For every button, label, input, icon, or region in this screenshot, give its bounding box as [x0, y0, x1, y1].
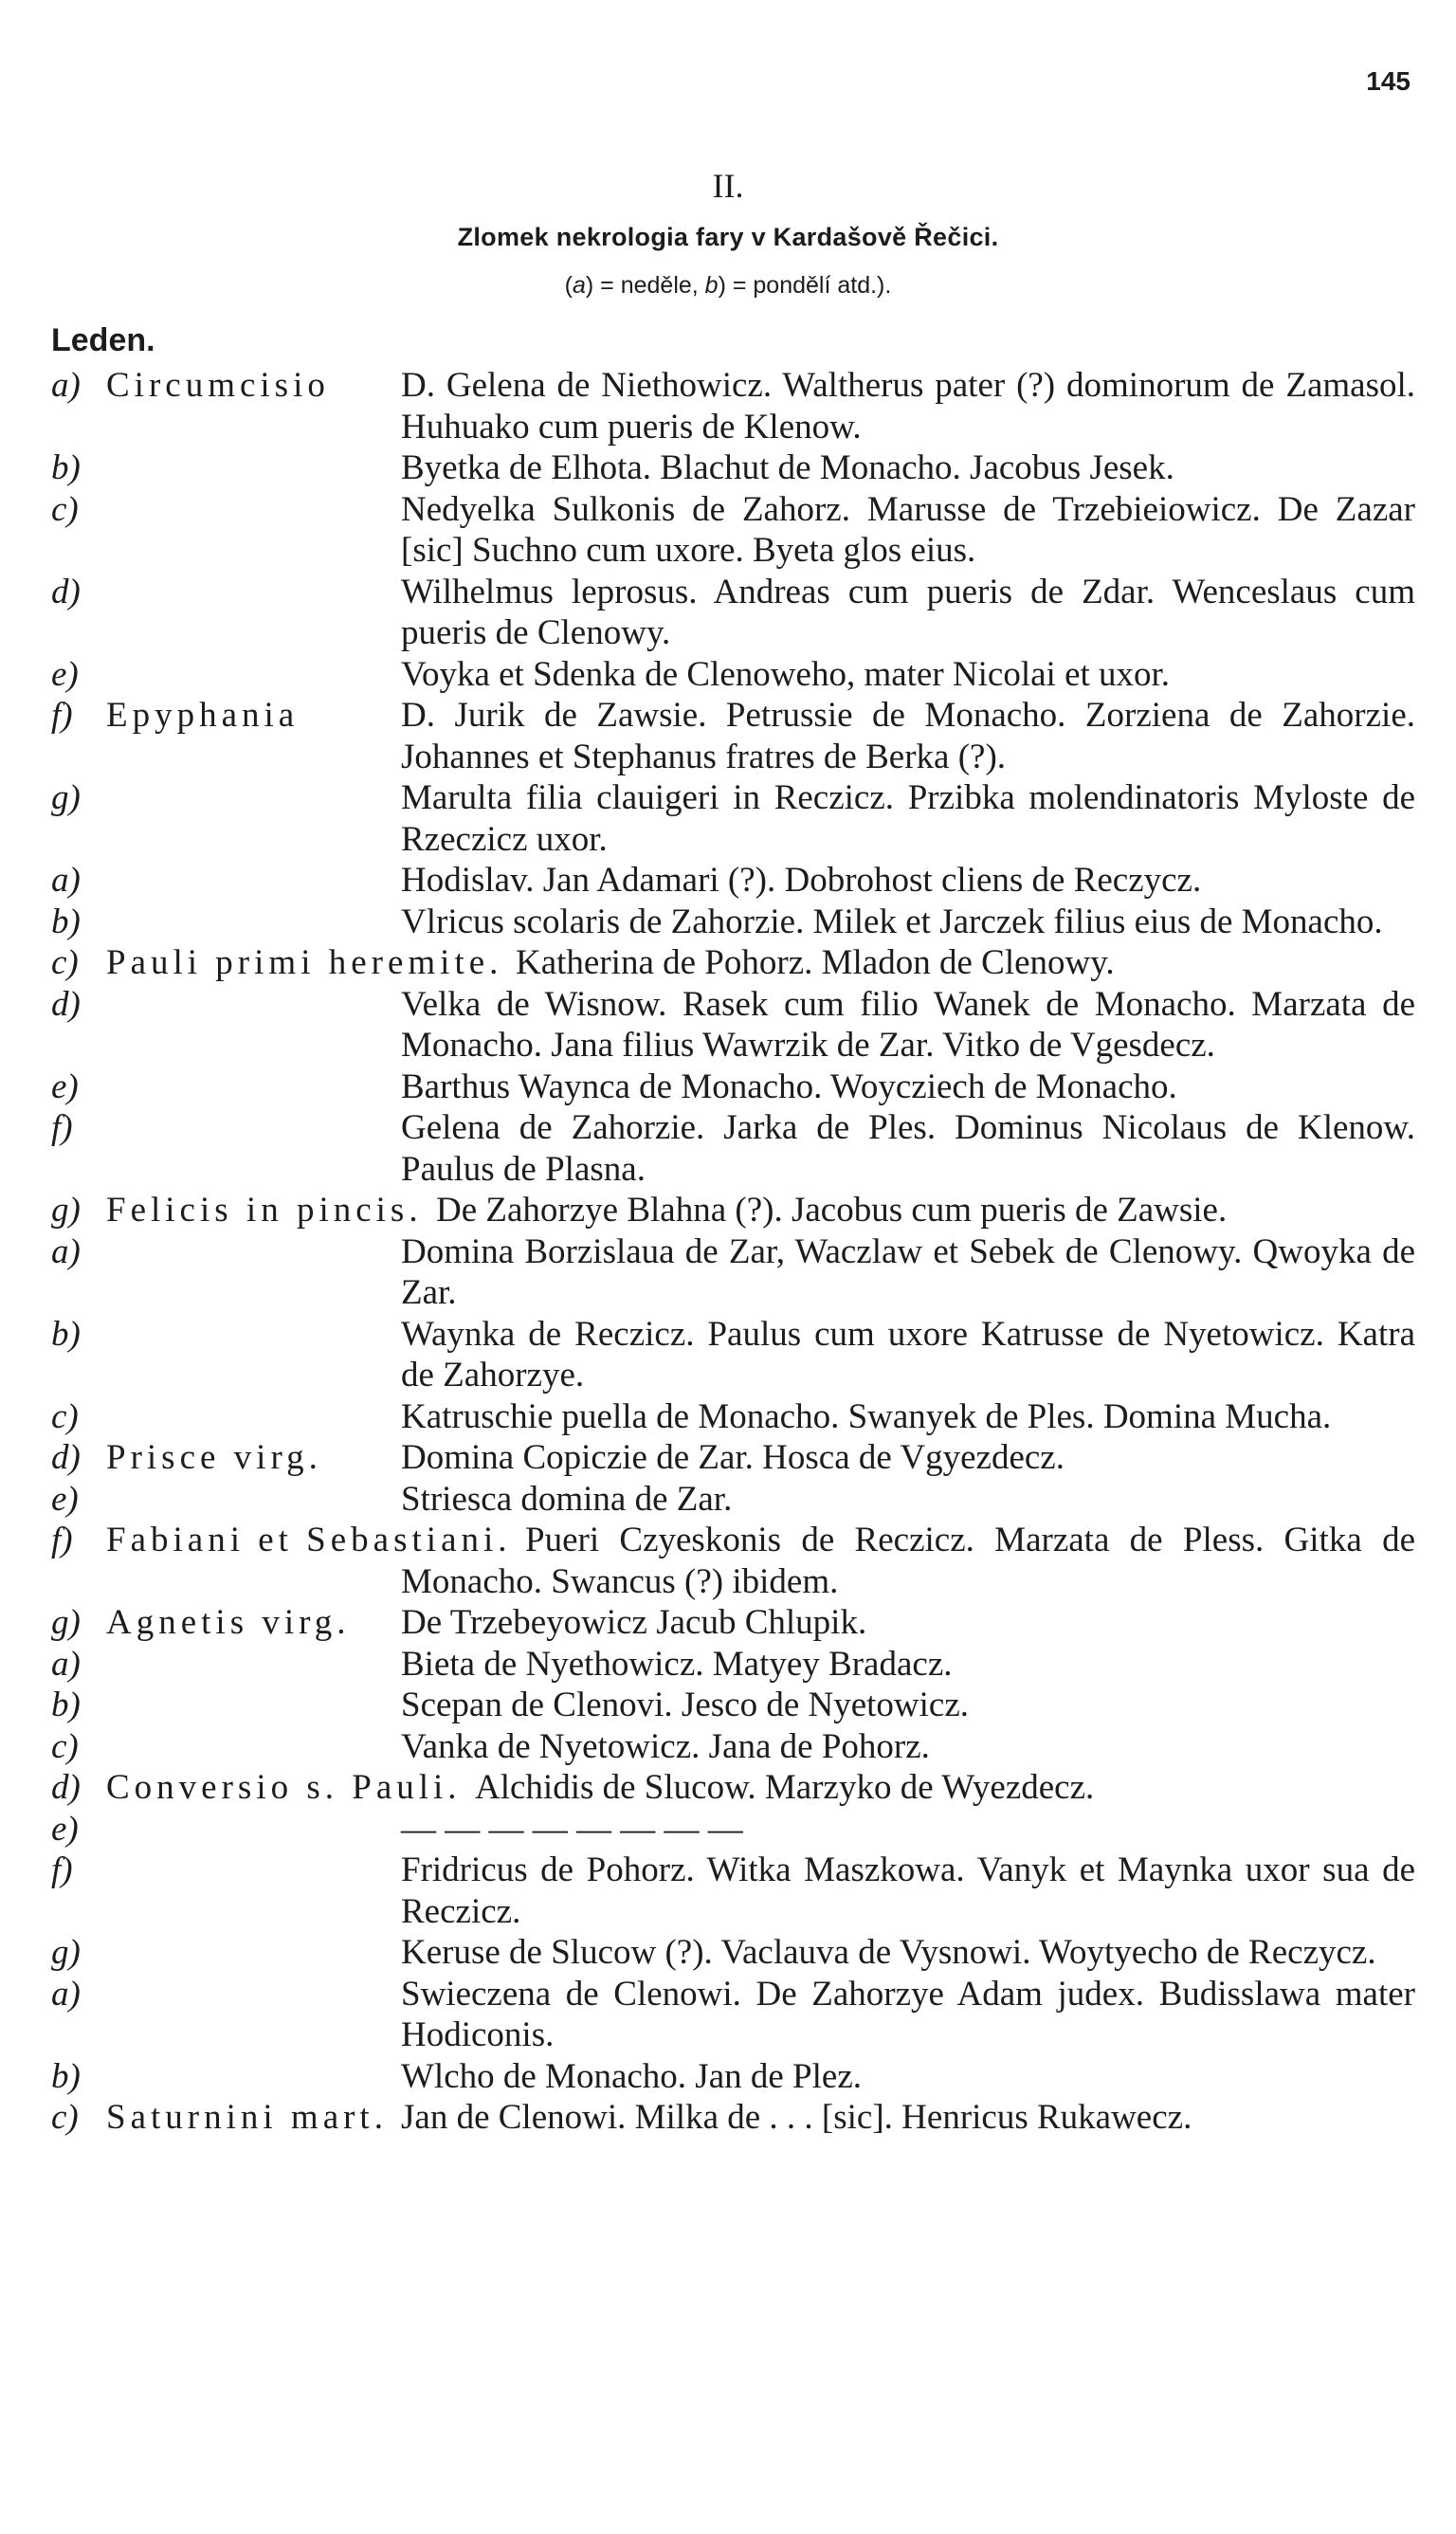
entry-day-letter: c) [51, 1726, 79, 1766]
entry-row [0, 1809, 1456, 1850]
entry-row [0, 1190, 1456, 1231]
entry-row [0, 1314, 1456, 1396]
entry-row [0, 2097, 1456, 2139]
entry-day-letter: b) [51, 1686, 81, 1724]
entry-text: Marulta filia clauigeri in Reczicz. Przibka molendinatoris Myloste de Rzeczicz uxor. [401, 778, 1415, 859]
entry-feast-label: Saturnini mart. [106, 2098, 388, 2137]
entry-row [0, 1685, 1456, 1726]
entry-day-letter: a) [51, 1974, 81, 2014]
entry-row [0, 1602, 1456, 1644]
entry-row [0, 1726, 1456, 1768]
entry-feast-label: Agnetis virg. [106, 1603, 351, 1642]
entry-text: Hodislav. Jan Adamari (?). Dobrohost cliens de Reczycz. [401, 861, 1202, 900]
entry-row [0, 1974, 1456, 2056]
entry-text: Wilhelmus leprosus. Andreas cum pueris de Zdar. Wenceslaus cum pueris de Clenowy. [401, 572, 1415, 652]
entry-row [0, 1437, 1456, 1479]
entry-row [0, 1850, 1456, 1932]
entry-day-letter: e) [51, 1809, 79, 1849]
entry-text: Katherina de Pohorz. Mladon de Clenowy. [516, 943, 1115, 982]
entry-text: Waynka de Reczicz. Paulus cum uxore Katrusse de Nyetowicz. Katra de Zahorzye. [401, 1314, 1415, 1395]
entry-text: D. Gelena de Niethowicz. Waltherus pater (?) dominorum de Zamasol. Huhuako cum pueris de Klenow. [401, 366, 1415, 447]
entry-feast-label: Circumcisio [106, 366, 330, 405]
entry-row [0, 1107, 1456, 1190]
entry-text: Fridricus de Pohorz. Witka Maszkowa. Vanyk et Maynka uxor sua de Reczicz. [401, 1850, 1415, 1931]
entry-text: Domina Copiczie de Zar. Hosca de Vgyezdecz. [401, 1438, 1065, 1477]
entry-text: De Zahorzye Blahna (?). Jacobus cum pueris de Zawsie. [436, 1191, 1228, 1230]
entry-day-letter: f) [51, 1108, 73, 1147]
entry-row [0, 1479, 1456, 1521]
entry-feast-label: Conversio s. Pauli. [106, 1768, 462, 1807]
entry-day-letter: a) [51, 1644, 81, 1684]
entry-row [0, 984, 1456, 1066]
document-subtitle: (a) = neděle, b) = pondělí atd.). [564, 272, 892, 299]
entry-row [0, 489, 1456, 572]
entry-text: Katruschie puella de Monacho. Swanyek de Ples. Domina Mucha. [401, 1396, 1332, 1436]
entry-text: Bieta de Nyethowicz. Matyey Bradacz. [401, 1644, 953, 1684]
entry-day-letter: a) [51, 861, 81, 900]
entry-day-letter: b) [51, 448, 81, 487]
entry-text: Wlcho de Monacho. Jan de Plez. [401, 2056, 862, 2096]
entry-text: Vlricus scolaris de Zahorzie. Milek et Jarczek filius eius de Monacho. [401, 902, 1383, 941]
entry-row [0, 447, 1456, 489]
entry-day-letter: c) [51, 1396, 79, 1436]
entry-text: Striesca domina de Zar. [401, 1479, 733, 1519]
entry-text: Nedyelka Sulkonis de Zahorz. Marusse de Trzebieiowicz. De Zazar [sic] Suchno cum uxore. Byeta glos eius. [401, 489, 1415, 570]
entry-day-letter: c) [51, 943, 79, 982]
entry-feast-label: Pauli primi heremite. [106, 943, 503, 982]
entry-row [0, 1231, 1456, 1314]
entry-day-letter: f) [51, 1521, 73, 1559]
entry-text: De Trzebeyowicz Jacub Chlupik. [401, 1603, 867, 1642]
entry-row [0, 777, 1456, 860]
entry-text: D. Jurik de Zawsie. Petrussie de Monacho. Zorziena de Zahorzie. Johannes et Stephanus fratres de Berka (?). [401, 696, 1415, 776]
entry-day-letter: e) [51, 1479, 79, 1519]
entry-row [0, 654, 1456, 696]
entry-day-letter: e) [51, 654, 79, 694]
entry-row [0, 860, 1456, 902]
entry-text: Swieczena de Clenowi. De Zahorzye Adam judex. Budisslawa mater Hodiconis. [401, 1974, 1415, 2054]
entry-text: Voyka et Sdenka de Clenoweho, mater Nicolai et uxor. [401, 654, 1171, 694]
month-heading: Leden. [51, 322, 155, 358]
page-number: 145 [1366, 66, 1410, 96]
entry-day-letter: g) [51, 778, 81, 817]
entry-text: Jan de Clenowi. Milka de . . . [sic]. Henricus Rukawecz. [401, 2098, 1192, 2137]
entry-day-letter: g) [51, 1191, 81, 1230]
entry-row [0, 1767, 1456, 1809]
entry-feast-label: Prisce virg. [106, 1438, 322, 1477]
entry-row [0, 695, 1456, 777]
entry-day-letter: f) [51, 1850, 73, 1889]
necrology-entries [0, 365, 1456, 2139]
entry-row [0, 572, 1456, 654]
entry-day-letter: a) [51, 366, 81, 405]
entry-text: Gelena de Zahorzie. Jarka de Ples. Dominus Nicolaus de Klenow. Paulus de Plasna. [401, 1108, 1415, 1189]
entry-text: Domina Borzislaua de Zar, Waczlaw et Sebek de Clenowy. Qwoyka de Zar. [401, 1231, 1415, 1312]
entry-row [0, 1644, 1456, 1686]
entry-day-letter: d) [51, 572, 81, 611]
entry-row [0, 1396, 1456, 1438]
entry-row [0, 1520, 1456, 1602]
entry-row [0, 1932, 1456, 1974]
entry-day-letter: c) [51, 489, 79, 529]
entry-day-letter: b) [51, 902, 81, 941]
entry-text: Keruse de Slucow (?). Vaclauva de Vysnowi. Woytyecho de Reczycz. [401, 1933, 1376, 1972]
section-number: II. [712, 167, 744, 205]
entry-day-letter: c) [51, 2098, 79, 2137]
entry-day-letter: e) [51, 1066, 79, 1106]
entry-text: — — — — — — — — [401, 1809, 743, 1849]
entry-text: Vanka de Nyetowicz. Jana de Pohorz. [401, 1726, 930, 1766]
entry-text: Scepan de Clenovi. Jesco de Nyetowicz. [401, 1686, 970, 1724]
entry-day-letter: g) [51, 1933, 81, 1972]
entry-day-letter: b) [51, 1314, 81, 1354]
entry-row [0, 942, 1456, 984]
entry-day-letter: d) [51, 984, 81, 1024]
entry-feast-label: Fabiani et Sebastiani. [106, 1521, 512, 1559]
entry-text: Byetka de Elhota. Blachut de Monacho. Jacobus Jesek. [401, 448, 1174, 487]
entry-day-letter: d) [51, 1768, 81, 1807]
entry-feast-label: Felicis in pincis. [106, 1191, 423, 1230]
entry-row [0, 902, 1456, 943]
entry-feast-label: Epyphania [106, 696, 300, 735]
entry-text: Velka de Wisnow. Rasek cum filio Wanek de Monacho. Marzata de Monacho. Jana filius Wawrzik de Zar. Vitko de Vgesdecz. [401, 984, 1415, 1065]
entry-day-letter: g) [51, 1603, 81, 1642]
entry-text: Alchidis de Slucow. Marzyko de Wyezdecz. [475, 1768, 1095, 1807]
entry-row [0, 2056, 1456, 2098]
entry-day-letter: b) [51, 2056, 81, 2096]
entry-day-letter: a) [51, 1231, 81, 1271]
entry-text: Pueri Czyeskonis de Reczicz. Marzata de Pless. Gitka de Monacho. Swancus (?) ibidem. [401, 1521, 1415, 1601]
entry-text: Barthus Waynca de Monacho. Woycziech de Monacho. [401, 1066, 1177, 1106]
entry-row [0, 365, 1456, 447]
entry-day-letter: d) [51, 1438, 81, 1477]
entry-day-letter: f) [51, 696, 73, 735]
document-title: Zlomek nekrologia fary v Kardašově Řečici. [457, 223, 999, 251]
entry-row [0, 1066, 1456, 1108]
